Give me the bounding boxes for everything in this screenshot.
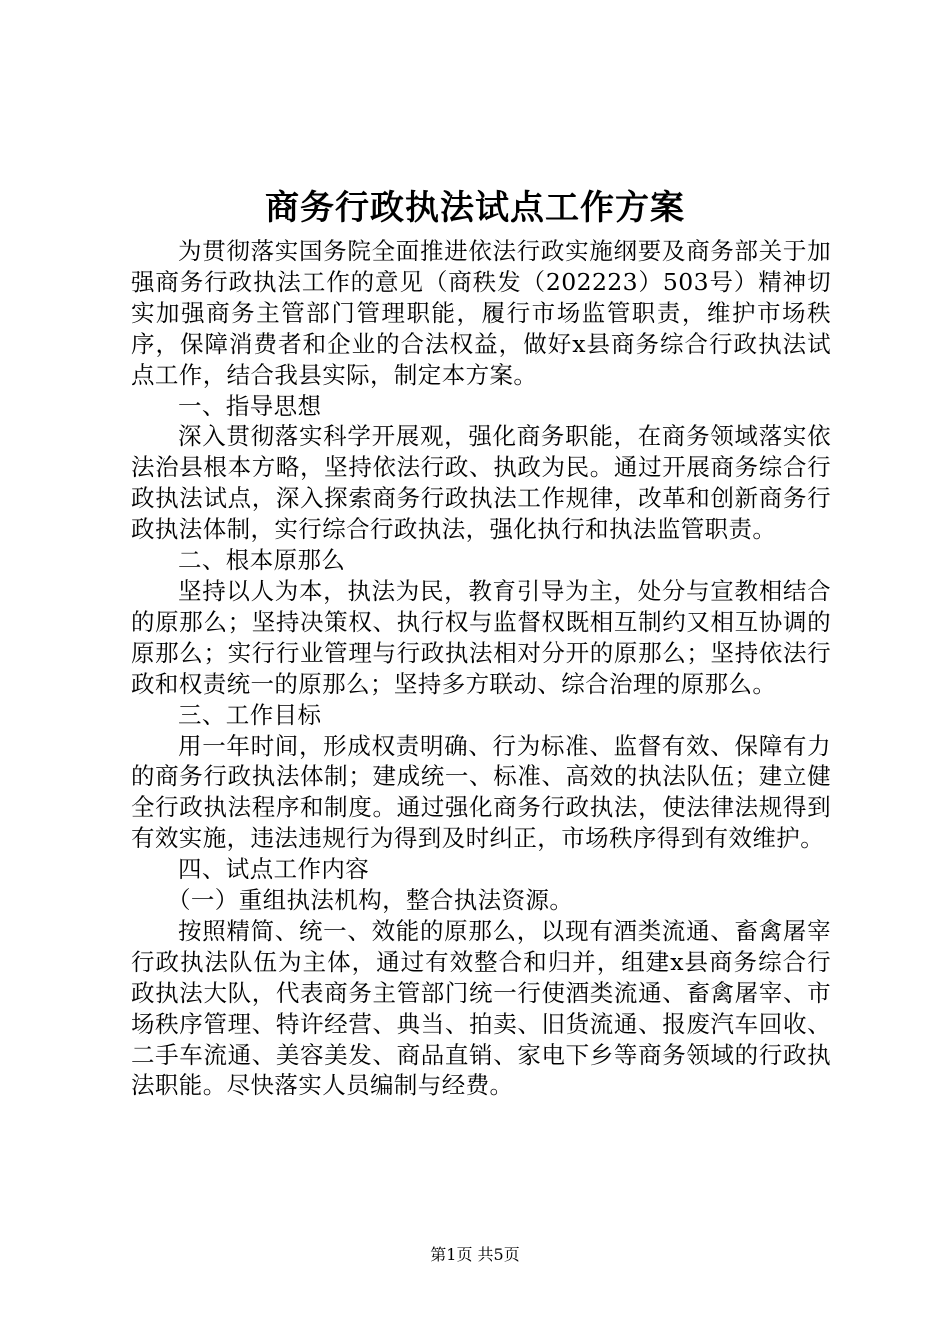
section-paragraph-pilot-content: 按照精简、统一、效能的原那么，以现有酒类流通、畜禽屠宰行政执法队伍为主体，通过有效整合和归并，组建x县商务综合行政执法大队，代表商务主管部门统一行使酒类流通、畜禽屠宰、市场秩序管理、特许经营、典当、拍卖、旧货流通、报废汽车回收、二手车流通、美容美发、商品直销、家电下乡等商务领域的行政执法职能。尽快落实人员编制与经费。	[131, 916, 831, 1100]
section-heading-guiding-thought: 一、指导思想	[178, 391, 322, 420]
section-paragraph-guiding-thought: 深入贯彻落实科学开展观，强化商务职能，在商务领域落实依法治县根本方略，坚持依法行政、执政为民。通过开展商务综合行政执法试点，深入探索商务行政执法工作规律，改革和创新商务行政执法体制，实行综合行政执法，强化执行和执法监管职责。	[131, 422, 831, 544]
section-paragraph-work-goals: 用一年时间，形成权责明确、行为标准、监督有效、保障有力的商务行政执法体制；建成统一、标准、高效的执法队伍；建立健全行政执法程序和制度。通过强化商务行政执法，使法律法规得到有效实施，违法违规行为得到及时纠正，市场秩序得到有效维护。	[131, 731, 831, 853]
document-body	[131, 236, 831, 1101]
page-footer: 第1页 共5页	[430, 1245, 520, 1264]
section-heading-pilot-content: 四、试点工作内容	[178, 855, 370, 884]
document-title: 商务行政执法试点工作方案	[265, 188, 685, 228]
section-paragraph-basic-principles: 坚持以人为本，执法为民，教育引导为主，处分与宣教相结合的原那么；坚持决策权、执行权与监督权既相互制约又相互协调的原那么；实行行业管理与行政执法相对分开的原那么；坚持依法行政和权责统一的原那么；坚持多方联动、综合治理的原那么。	[131, 576, 831, 698]
subsection-heading-reorganize: （一）重组执法机构，整合执法资源。	[167, 886, 574, 915]
section-heading-work-goals: 三、工作目标	[178, 700, 322, 729]
section-heading-basic-principles: 二、根本原那么	[178, 546, 346, 575]
intro-paragraph: 为贯彻落实国务院全面推进依法行政实施纲要及商务部关于加强商务行政执法工作的意见（商秩发（202223）503号）精神切实加强商务主管部门管理职能，履行市场监管职责，维护市场秩序，保障消费者和企业的合法权益，做好x县商务综合行政执法试点工作，结合我县实际，制定本方案。	[131, 237, 831, 389]
